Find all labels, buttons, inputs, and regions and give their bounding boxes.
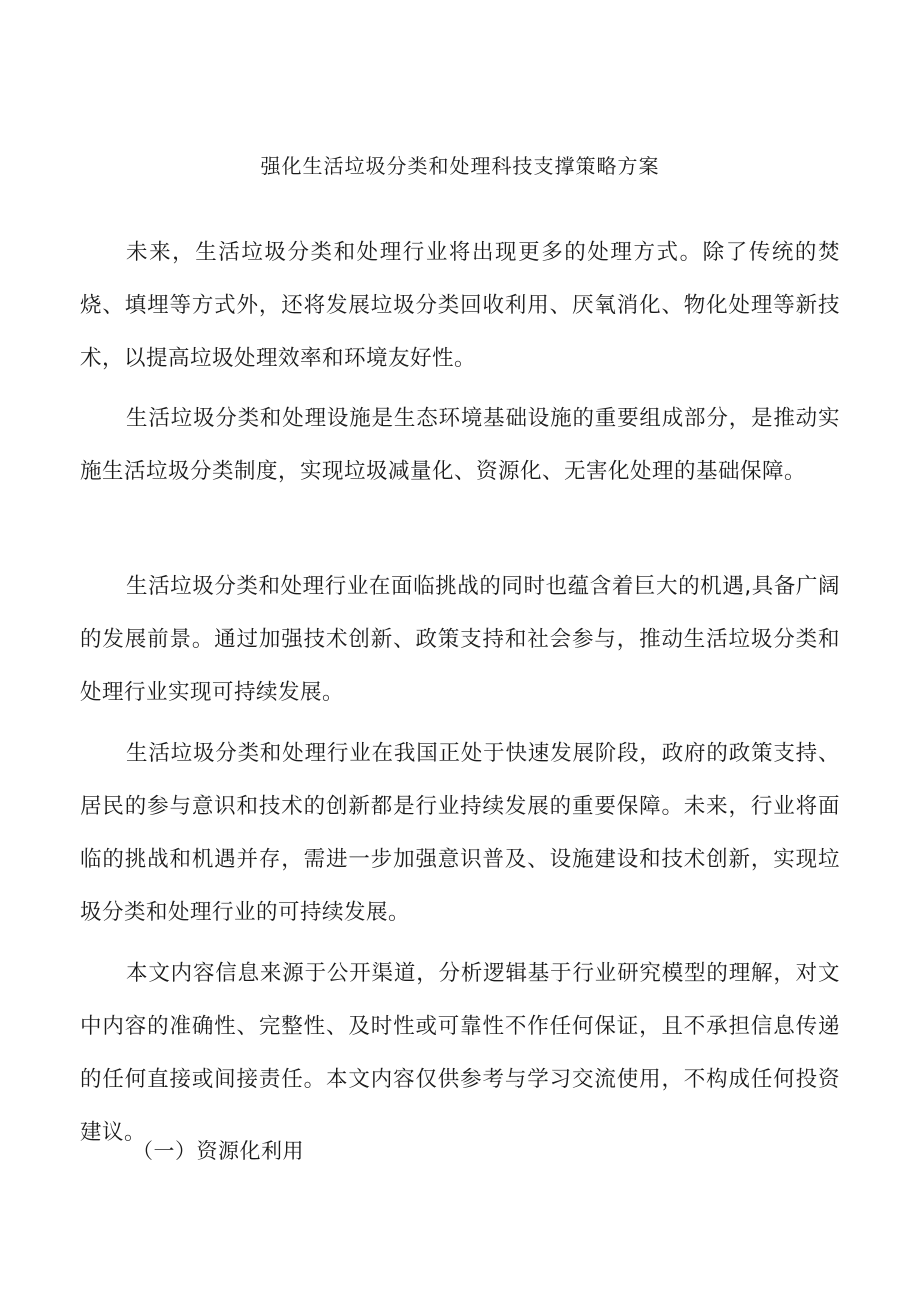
paragraph-opportunities: 生活垃圾分类和处理行业在面临挑战的同时也蕴含着巨大的机遇,具备广阔的发展前景。通过加强技术创新、政策支持和社会参与，推动生活垃圾分类和处理行业实现可持续发展。 — [80, 573, 840, 705]
paragraph-facilities: 生活垃圾分类和处理设施是生态环境基础设施的重要组成部分，是推动实施生活垃圾分类制度，实现垃圾减量化、资源化、无害化处理的基础保障。 — [80, 405, 840, 484]
section-heading: （一）资源化利用 — [132, 1139, 304, 1163]
paragraph-future-methods: 未来，生活垃圾分类和处理行业将出现更多的处理方式。除了传统的焚烧、填埋等方式外，还将发展垃圾分类回收利用、厌氧消化、物化处理等新技术，以提高垃圾处理效率和环境友好性。 — [80, 239, 840, 371]
paragraph-disclaimer: 本文内容信息来源于公开渠道，分析逻辑基于行业研究模型的理解，对文中内容的准确性、完整性、及时性或可靠性不作任何保证，且不承担信息传递的任何直接或间接责任。本文内容仅供参考与学习交流使用，不构成任何投资建议。 — [80, 960, 840, 1145]
document-title: 强化生活垃圾分类和处理科技支撑策略方案 — [260, 154, 660, 178]
paragraph-development-stage: 生活垃圾分类和处理行业在我国正处于快速发展阶段，政府的政策支持、居民的参与意识和技术的创新都是行业持续发展的重要保障。未来，行业将面临的挑战和机遇并存，需进一步加强意识普及、设施建设和技术创新，实现垃圾分类和处理行业的可持续发展。 — [80, 740, 840, 925]
